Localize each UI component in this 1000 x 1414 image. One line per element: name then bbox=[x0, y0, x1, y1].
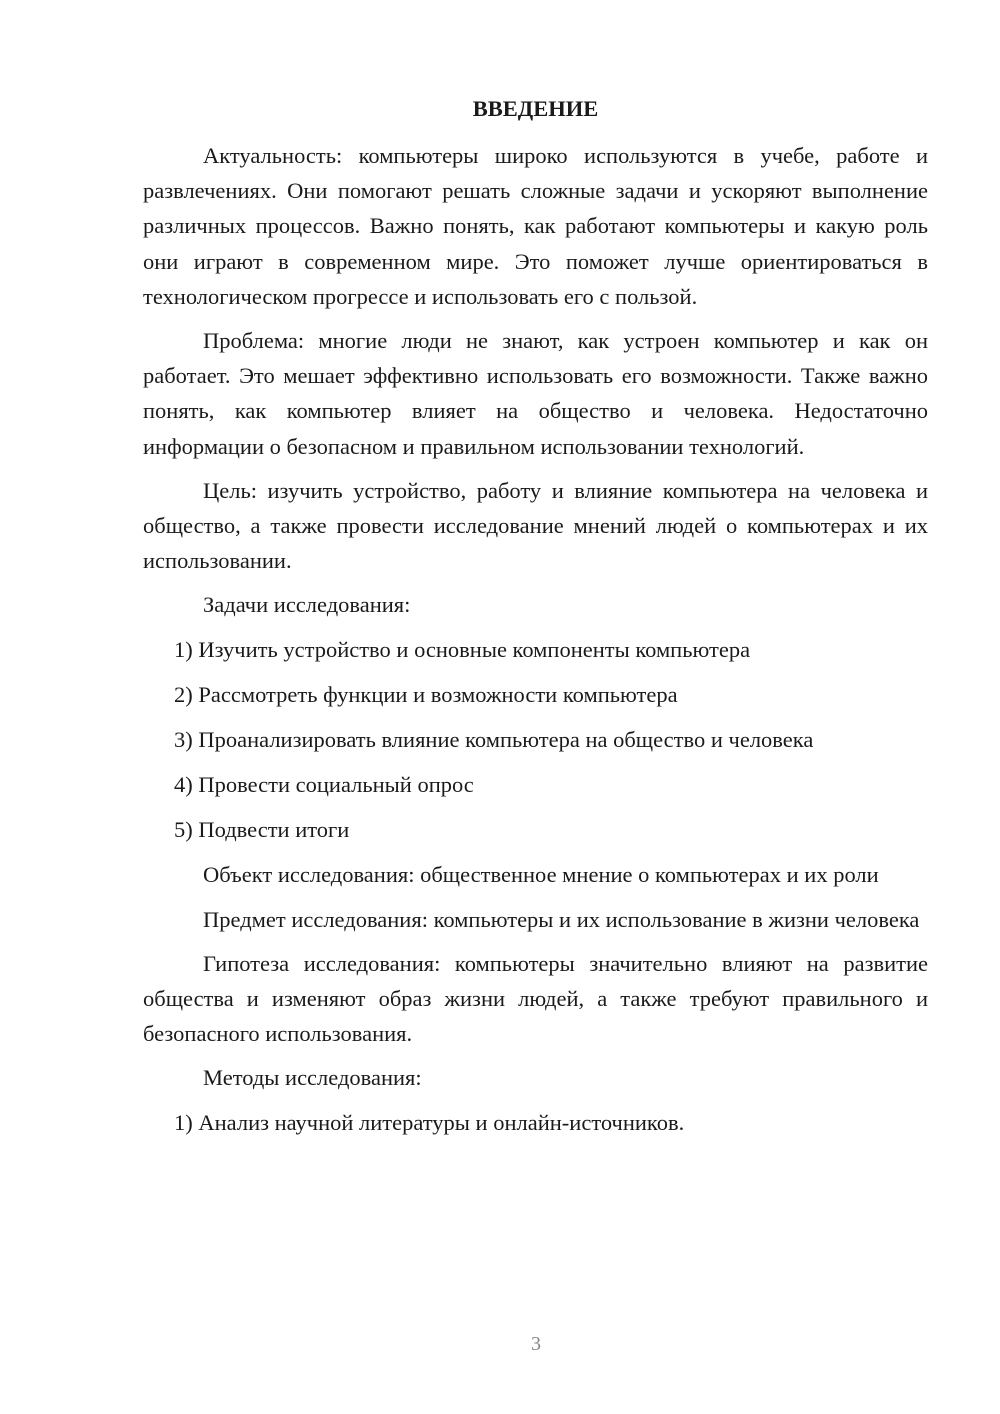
page-content bbox=[143, 92, 928, 1150]
problem-paragraph: Проблема: многие люди не знают, как устроен компьютер и как он работает. Это мешает эффективно использовать его возможности. Также важно понять, как компьютер влияет на общество и человека. Недостаточно информации о безопасном и правильном использовании технологий. bbox=[143, 328, 928, 459]
object-paragraph: Объект исследования: общественное мнение о компьютерах и их роли bbox=[203, 862, 879, 888]
relevance-paragraph: Актуальность: компьютеры широко используются в учебе, работе и развлечениях. Они помогают решать сложные задачи и ускоряют выполнение различных процессов. Важно понять, как работают компьютеры и какую роль они играют в современном мире. Это поможет лучше ориентироваться в технологическом прогрессе и использовать его с пользой. bbox=[143, 143, 928, 309]
task-item: 2) Рассмотреть функции и возможности компьютера bbox=[174, 682, 678, 708]
task-item: 1) Изучить устройство и основные компоненты компьютера bbox=[174, 637, 751, 663]
hypothesis-paragraph: Гипотеза исследования: компьютеры значительно влияют на развитие общества и изменяют образ жизни людей, а также требуют правильного и безопасного использования. bbox=[143, 950, 928, 1047]
task-item: 3) Проанализировать влияние компьютера на общество и человека bbox=[174, 727, 814, 753]
methods-heading: Методы исследования: bbox=[203, 1065, 422, 1091]
subject-paragraph: Предмет исследования: компьютеры и их использование в жизни человека bbox=[203, 906, 920, 932]
tasks-heading: Задачи исследования: bbox=[203, 592, 411, 618]
task-item: 5) Подвести итоги bbox=[174, 817, 350, 843]
goal-paragraph: Цель: изучить устройство, работу и влияние компьютера на человека и общество, а также провести исследование мнений людей о компьютерах и их использовании. bbox=[143, 477, 928, 574]
task-item: 4) Провести социальный опрос bbox=[174, 772, 474, 798]
method-item: 1) Анализ научной литературы и онлайн-источников. bbox=[174, 1110, 685, 1136]
section-title: ВВЕДЕНИЕ bbox=[472, 96, 599, 121]
page-number: 3 bbox=[531, 1333, 541, 1355]
